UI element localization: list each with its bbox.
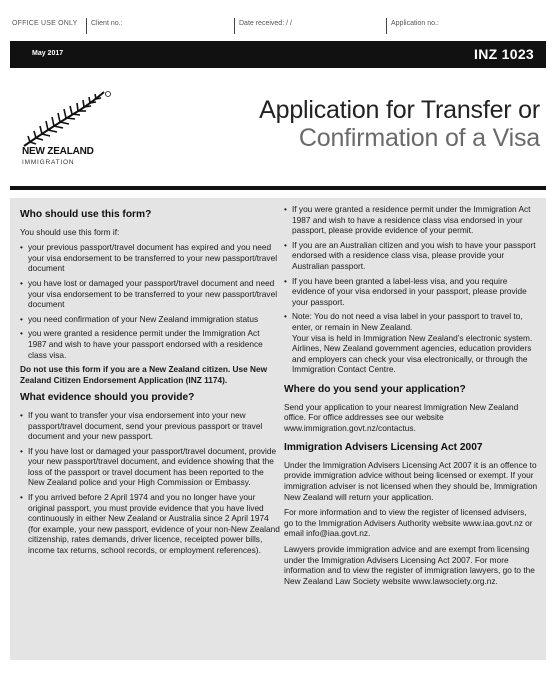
send-text: Send your application to your nearest Immigration New Zealand office. For office addresses see our website www.immigration.govt.nz/contactus. — [284, 401, 519, 433]
list-item: • you were granted a residence permit under the Immigration Act 1987 and wish to have your passport endorsed with a residence class visa. — [20, 328, 280, 360]
list-item: • Note: You do not need a visa label in your passport to travel to, enter, or remain in New Zealand. — [284, 311, 538, 332]
office-use-label: OFFICE USE ONLY — [12, 20, 78, 27]
logo-name: NEW ZEALAND — [22, 146, 94, 157]
advisers-p3: Lawyers provide immigration advice and are exempt from licensing under the Immigration Advisers Licensing Act 2007. For more information and to view the register of immigration lawyers, go to the New Zealand Law Society website www.lawsociety.org.nz. — [284, 544, 535, 586]
application-no-field[interactable]: Application no.: — [386, 18, 546, 34]
who-intro: You should use this form if: — [20, 226, 120, 237]
evidence-heading: What evidence should you provide? — [20, 392, 195, 404]
form-title-line1: Application for Transfer or — [259, 96, 540, 124]
form-date: May 2017 — [32, 50, 64, 57]
who-heading: Who should use this form? — [20, 209, 152, 220]
office-use-bar — [10, 18, 546, 34]
form-code: INZ 1023 — [474, 46, 534, 62]
list-item: • your previous passport/travel document has expired and you need your visa endorsement to be transferred to your new passport/travel document — [20, 242, 280, 274]
right-column — [284, 204, 538, 591]
logo-sub: IMMIGRATION — [22, 159, 75, 166]
send-heading: Where do you send your application? — [284, 383, 466, 395]
list-item: • If you were granted a residence permit under the Immigration Act 1987 and wish to have a residence class visa endorsed in your passport, please provide evidence of your permit. — [284, 204, 538, 236]
nz-immigration-logo — [20, 88, 120, 168]
who-list — [20, 242, 280, 360]
left-column — [20, 204, 280, 560]
citizen-note: Do not use this form if you are a New Zealand citizen. Use New Zealand Citizen Endorsement Application (INZ 1174). — [20, 364, 268, 385]
list-item: • If you arrived before 2 April 1974 and you no longer have your original passport, you must provide evidence that you have lived continuously in either New Zealand or Australia since 2 April 1974 (for example, your new passport, evidence of your non-New Zealand citizenship, rates demands, driver licence, receipted power bills, income tax returns, school records, or employment references). — [20, 492, 280, 556]
client-no-field[interactable]: Client no.: — [86, 18, 234, 34]
info-panel — [10, 198, 546, 660]
silver-fern-icon — [20, 88, 116, 148]
list-item: • If you are an Australian citizen and you wish to have your passport endorsed with a residence class visa, please provide your Australian passport. — [284, 240, 538, 272]
advisers-p2: For more information and to view the register of licensed advisers, go to the Immigration Advisers Authority website www.iaa.govt.nz or email info@iaa.govt.nz. — [284, 507, 533, 539]
list-item: • you need confirmation of your New Zealand immigration status — [20, 314, 280, 325]
list-item: • you have lost or damaged your passport/travel document and need your visa endorsement to be transferred to your new passport/travel document — [20, 278, 280, 310]
header-bar — [10, 41, 546, 68]
advisers-heading: Immigration Advisers Licensing Act 2007 — [284, 442, 483, 454]
date-received-field[interactable]: Date received: / / — [234, 18, 386, 34]
list-item: Your visa is held in Immigration New Zealand’s electronic system. Airlines, New Zealand government agencies, education providers and employers can check your visa electronically, or through the Immigration Contact Centre. — [292, 332, 533, 375]
title-rule — [10, 186, 546, 190]
list-item: • If you have lost or damaged your passport/travel document, provide your new passport/travel document, and evidence showing that the loss of the passport or travel document has been reported to the New Zealand police and your High Commission or Embassy. — [20, 446, 280, 488]
list-item: • If you have been granted a label-less visa, and you require evidence of your visa endorsed in your passport, please provide your passport. — [284, 276, 538, 308]
form-title-line2: Confirmation of a Visa — [298, 124, 540, 152]
evidence-list-cont — [284, 204, 538, 375]
evidence-list — [20, 410, 280, 556]
list-item: • If you want to transfer your visa endorsement into your new passport/travel document, send your previous passport or travel document and your new passport. — [20, 410, 280, 442]
advisers-p1: Under the Immigration Advisers Licensing Act 2007 it is an offence to provide immigration advice without being licensed or exempt. If your immigration adviser is not licensed when they should be, Immigration New Zealand will return your application. — [284, 459, 538, 502]
